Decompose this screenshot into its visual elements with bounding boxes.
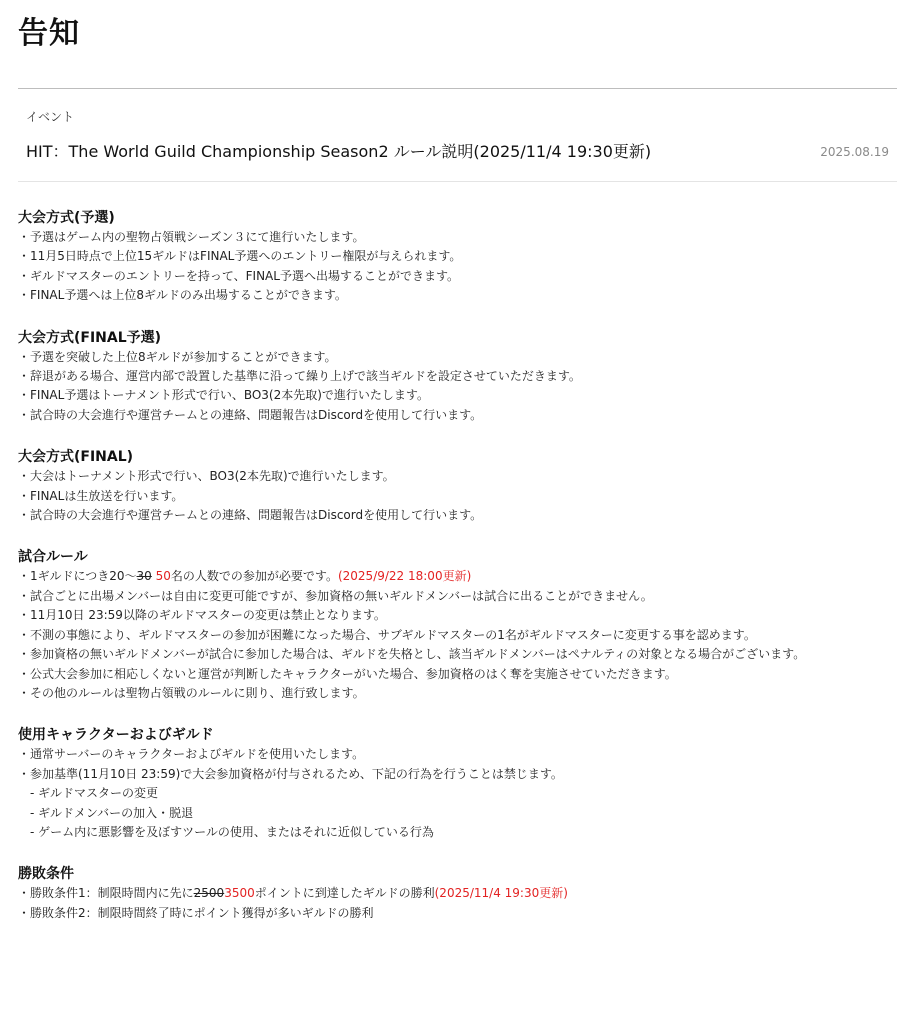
rule-line: ・大会はトーナメント形式で行い、BO3(2本先取)で進行いたします。 [18, 469, 395, 484]
rule-line: ・試合ごとに出場メンバーは自由に変更可能ですが、参加資格の無いギルドメンバーは試合に出ることができません。 [18, 588, 653, 603]
section-prelim [18, 208, 897, 306]
rule-line: ・FINAL予選へは上位8ギルドのみ出場することができます。 [18, 288, 347, 303]
rule-line: ・予選はゲーム内の聖物占領戦シーズン３にて進行いたします。 [18, 230, 365, 244]
rule-sub-line: - ギルドマスターの変更 [30, 786, 159, 801]
rule-line: ・FINAL予選はトーナメント形式で行い、BO3(2本先取)で進行いたします。 [18, 388, 429, 403]
rule-line: ・辞退がある場合、運営内部で設置した基準に沿って繰り上げで該当ギルドを設定させていただきます。 [18, 369, 581, 384]
updated-value: 3500 [224, 886, 255, 901]
rule-line: ・不測の事態により、ギルドマスターの参加が困難になった場合、サブギルドマスターの1名がギルドマスターに変更する事を認めます。 [18, 627, 756, 642]
updated-value: 50 [151, 569, 171, 584]
section-heading: 使用キャラクターおよびギルド [18, 727, 214, 744]
section-heading: 大会方式(FINAL予選) [18, 329, 162, 346]
section-final-prelim [18, 328, 897, 426]
line-suffix: 名の人数での参加が必要です。 [170, 569, 338, 584]
rule-line: ・試合時の大会進行や運営チームとの連絡、問題報告はDiscordを使用して行います。 [18, 508, 483, 523]
line-prefix: ・勝敗条件1：制限時間内に先に [18, 886, 194, 901]
rule-line: ・11月5日時点で上位15ギルドはFINAL予選へのエントリー権限が与えられます。 [18, 249, 462, 264]
rule-line: ・勝敗条件2：制限時間終了時にポイント獲得が多いギルドの勝利 [18, 905, 374, 920]
line-suffix: ポイントに到達したギルドの勝利 [254, 886, 435, 901]
rule-line: ・参加資格の無いギルドメンバーが試合に参加した場合は、ギルドを失格とし、該当ギルドメンバーはペナルティの対象となる場合がございます。 [18, 647, 806, 662]
rule-line: ・参加基準(11月10日 23:59)で大会参加資格が付与されるため、下記の行為を行うことは禁じます。 [18, 766, 563, 781]
struck-old-value: 2500 [193, 886, 225, 901]
post-date: 2025.08.19 [820, 145, 889, 159]
section-match-rules [18, 547, 897, 703]
section-victory [18, 864, 897, 923]
struck-old-value: 30 [136, 569, 152, 584]
rule-line: ・公式大会参加に相応しくないと運営が判断したキャラクターがいた場合、参加資格のはく奪を実施させていただきます。 [18, 666, 677, 681]
update-note: (2025/11/4 19:30更新) [434, 886, 568, 901]
page-title: 告知 [18, 16, 80, 51]
rule-line-victory-1 [18, 884, 897, 903]
rule-line: ・試合時の大会進行や運営チームとの連絡、問題報告はDiscordを使用して行います。 [18, 407, 483, 422]
section-heading: 勝敗条件 [18, 866, 74, 883]
article-body [18, 208, 897, 945]
post-title: HIT：The World Guild Championship Season2 ルール説明(2025/11/4 19:30更新) [26, 142, 652, 161]
section-heading: 大会方式(FINAL) [18, 449, 134, 466]
post-header [18, 89, 897, 182]
rule-line-participants [18, 567, 897, 586]
section-heading: 試合ルール [18, 549, 88, 566]
rule-line: ・ギルドマスターのエントリーを持って、FINAL予選へ出場することができます。 [18, 268, 459, 283]
line-prefix: ・1ギルドにつき20～ [18, 569, 137, 584]
rule-line: ・11月10日 23:59以降のギルドマスターの変更は禁止となります。 [18, 608, 386, 623]
rule-line: ・予選を突破した上位8ギルドが参加することができます。 [18, 349, 337, 364]
section-heading: 大会方式(予選) [18, 210, 115, 226]
update-note: (2025/9/22 18:00更新) [337, 569, 472, 584]
rule-sub-line: - ゲーム内に悪影響を及ぼすツールの使用、またはそれに近似している行為 [30, 824, 434, 839]
post-category: イベント [26, 110, 75, 124]
rule-line: ・その他のルールは聖物占領戦のルールに則り、進行致します。 [18, 685, 365, 700]
rule-sub-line: - ギルドメンバーの加入・脱退 [30, 805, 194, 820]
section-final [18, 447, 897, 525]
section-characters [18, 725, 897, 842]
rule-line: ・通常サーバーのキャラクターおよびギルドを使用いたします。 [18, 747, 365, 762]
rule-line: ・FINALは生放送を行います。 [18, 488, 184, 503]
